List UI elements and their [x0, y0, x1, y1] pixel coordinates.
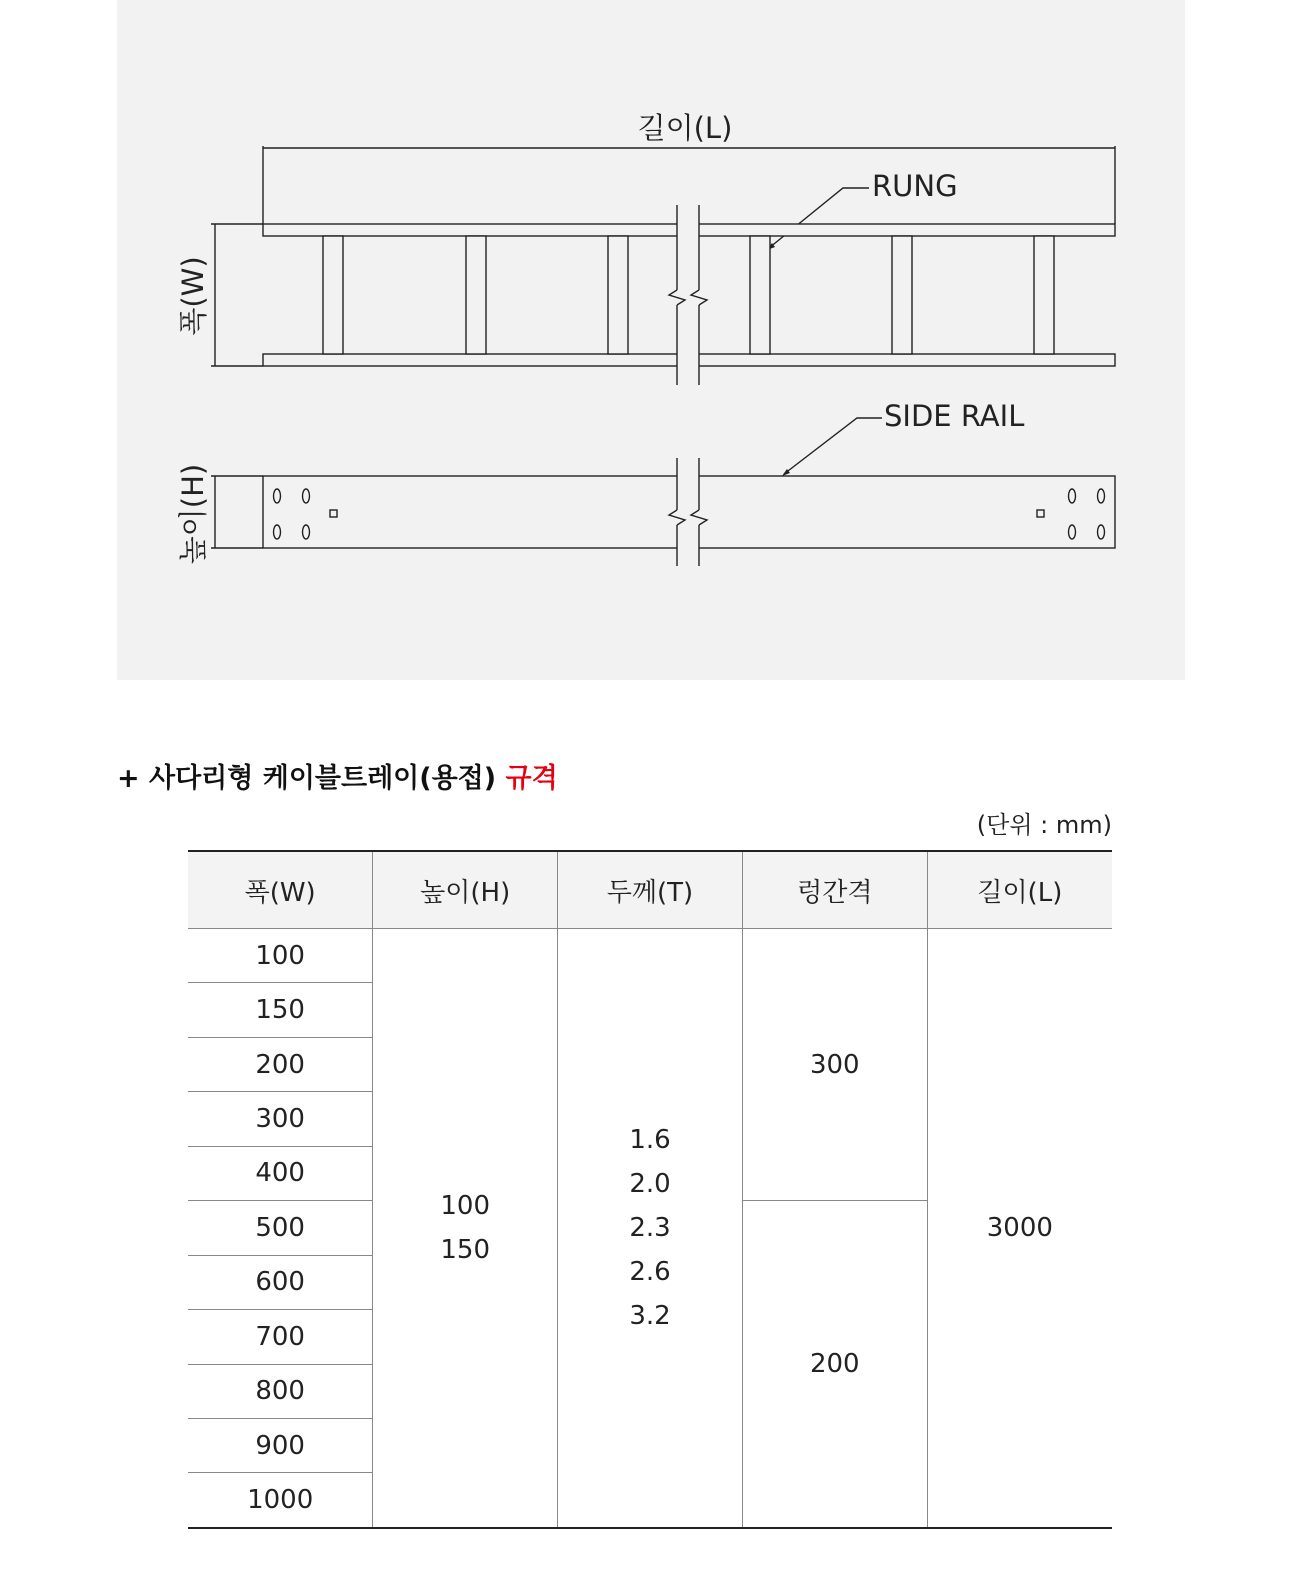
- width-cell: 150: [188, 983, 373, 1037]
- thickness-value: 2.6: [629, 1256, 671, 1287]
- thickness-value: 2.3: [629, 1212, 671, 1243]
- side-rail-leader-line: [784, 418, 882, 474]
- width-cell: 200: [188, 1037, 373, 1091]
- width-cell: 900: [188, 1418, 373, 1472]
- header-thickness: 두께(T): [558, 851, 743, 929]
- header-height: 높이(H): [373, 851, 558, 929]
- rung: [1034, 236, 1054, 354]
- ladder-tray-drawing: [117, 0, 1185, 680]
- rung-leader-line: [769, 188, 869, 248]
- height-value: 100: [440, 1190, 491, 1221]
- width-cell: 1000: [188, 1473, 373, 1528]
- length-cell: 3000: [927, 929, 1112, 1528]
- width-cell: 600: [188, 1255, 373, 1309]
- section-title-accent: 규격: [505, 763, 558, 794]
- section-title-prefix: + 사다리형 케이블트레이(용접): [117, 763, 497, 794]
- section-title: [117, 756, 558, 795]
- length-dimension-label: 길이(L): [637, 111, 733, 145]
- rung: [323, 236, 343, 354]
- width-cell: 300: [188, 1092, 373, 1146]
- thickness-value: 3.2: [629, 1300, 671, 1331]
- width-cell: 700: [188, 1310, 373, 1364]
- header-rung-spacing: 렁간격: [742, 851, 927, 929]
- rung: [466, 236, 486, 354]
- width-cell: 400: [188, 1146, 373, 1200]
- table-row: [188, 929, 1112, 983]
- unit-note: (단위 : mm): [976, 811, 1112, 839]
- rung-spacing-cell: 200: [742, 1201, 927, 1528]
- height-cell: [373, 929, 558, 1528]
- height-dimension-label: 높이(H): [176, 463, 210, 565]
- diagram-panel: [117, 0, 1185, 680]
- header-length: 길이(L): [927, 851, 1112, 929]
- rung: [750, 236, 770, 354]
- width-dimension-label: 폭(W): [176, 256, 210, 336]
- rung: [892, 236, 912, 354]
- width-cell: 800: [188, 1364, 373, 1418]
- width-cell: 500: [188, 1201, 373, 1255]
- header-row: [188, 851, 1112, 929]
- thickness-value: 1.6: [629, 1124, 671, 1155]
- spec-table: [188, 850, 1112, 1529]
- side-rail-label: SIDE RAIL: [884, 399, 1025, 433]
- rung-spacing-cell: 300: [742, 929, 927, 1201]
- header-width: 폭(W): [188, 851, 373, 929]
- width-cell: 100: [188, 929, 373, 983]
- rung: [608, 236, 628, 354]
- thickness-cell: [558, 929, 743, 1528]
- rung-label: RUNG: [872, 169, 958, 203]
- height-value: 150: [440, 1234, 491, 1265]
- thickness-value: 2.0: [629, 1168, 671, 1199]
